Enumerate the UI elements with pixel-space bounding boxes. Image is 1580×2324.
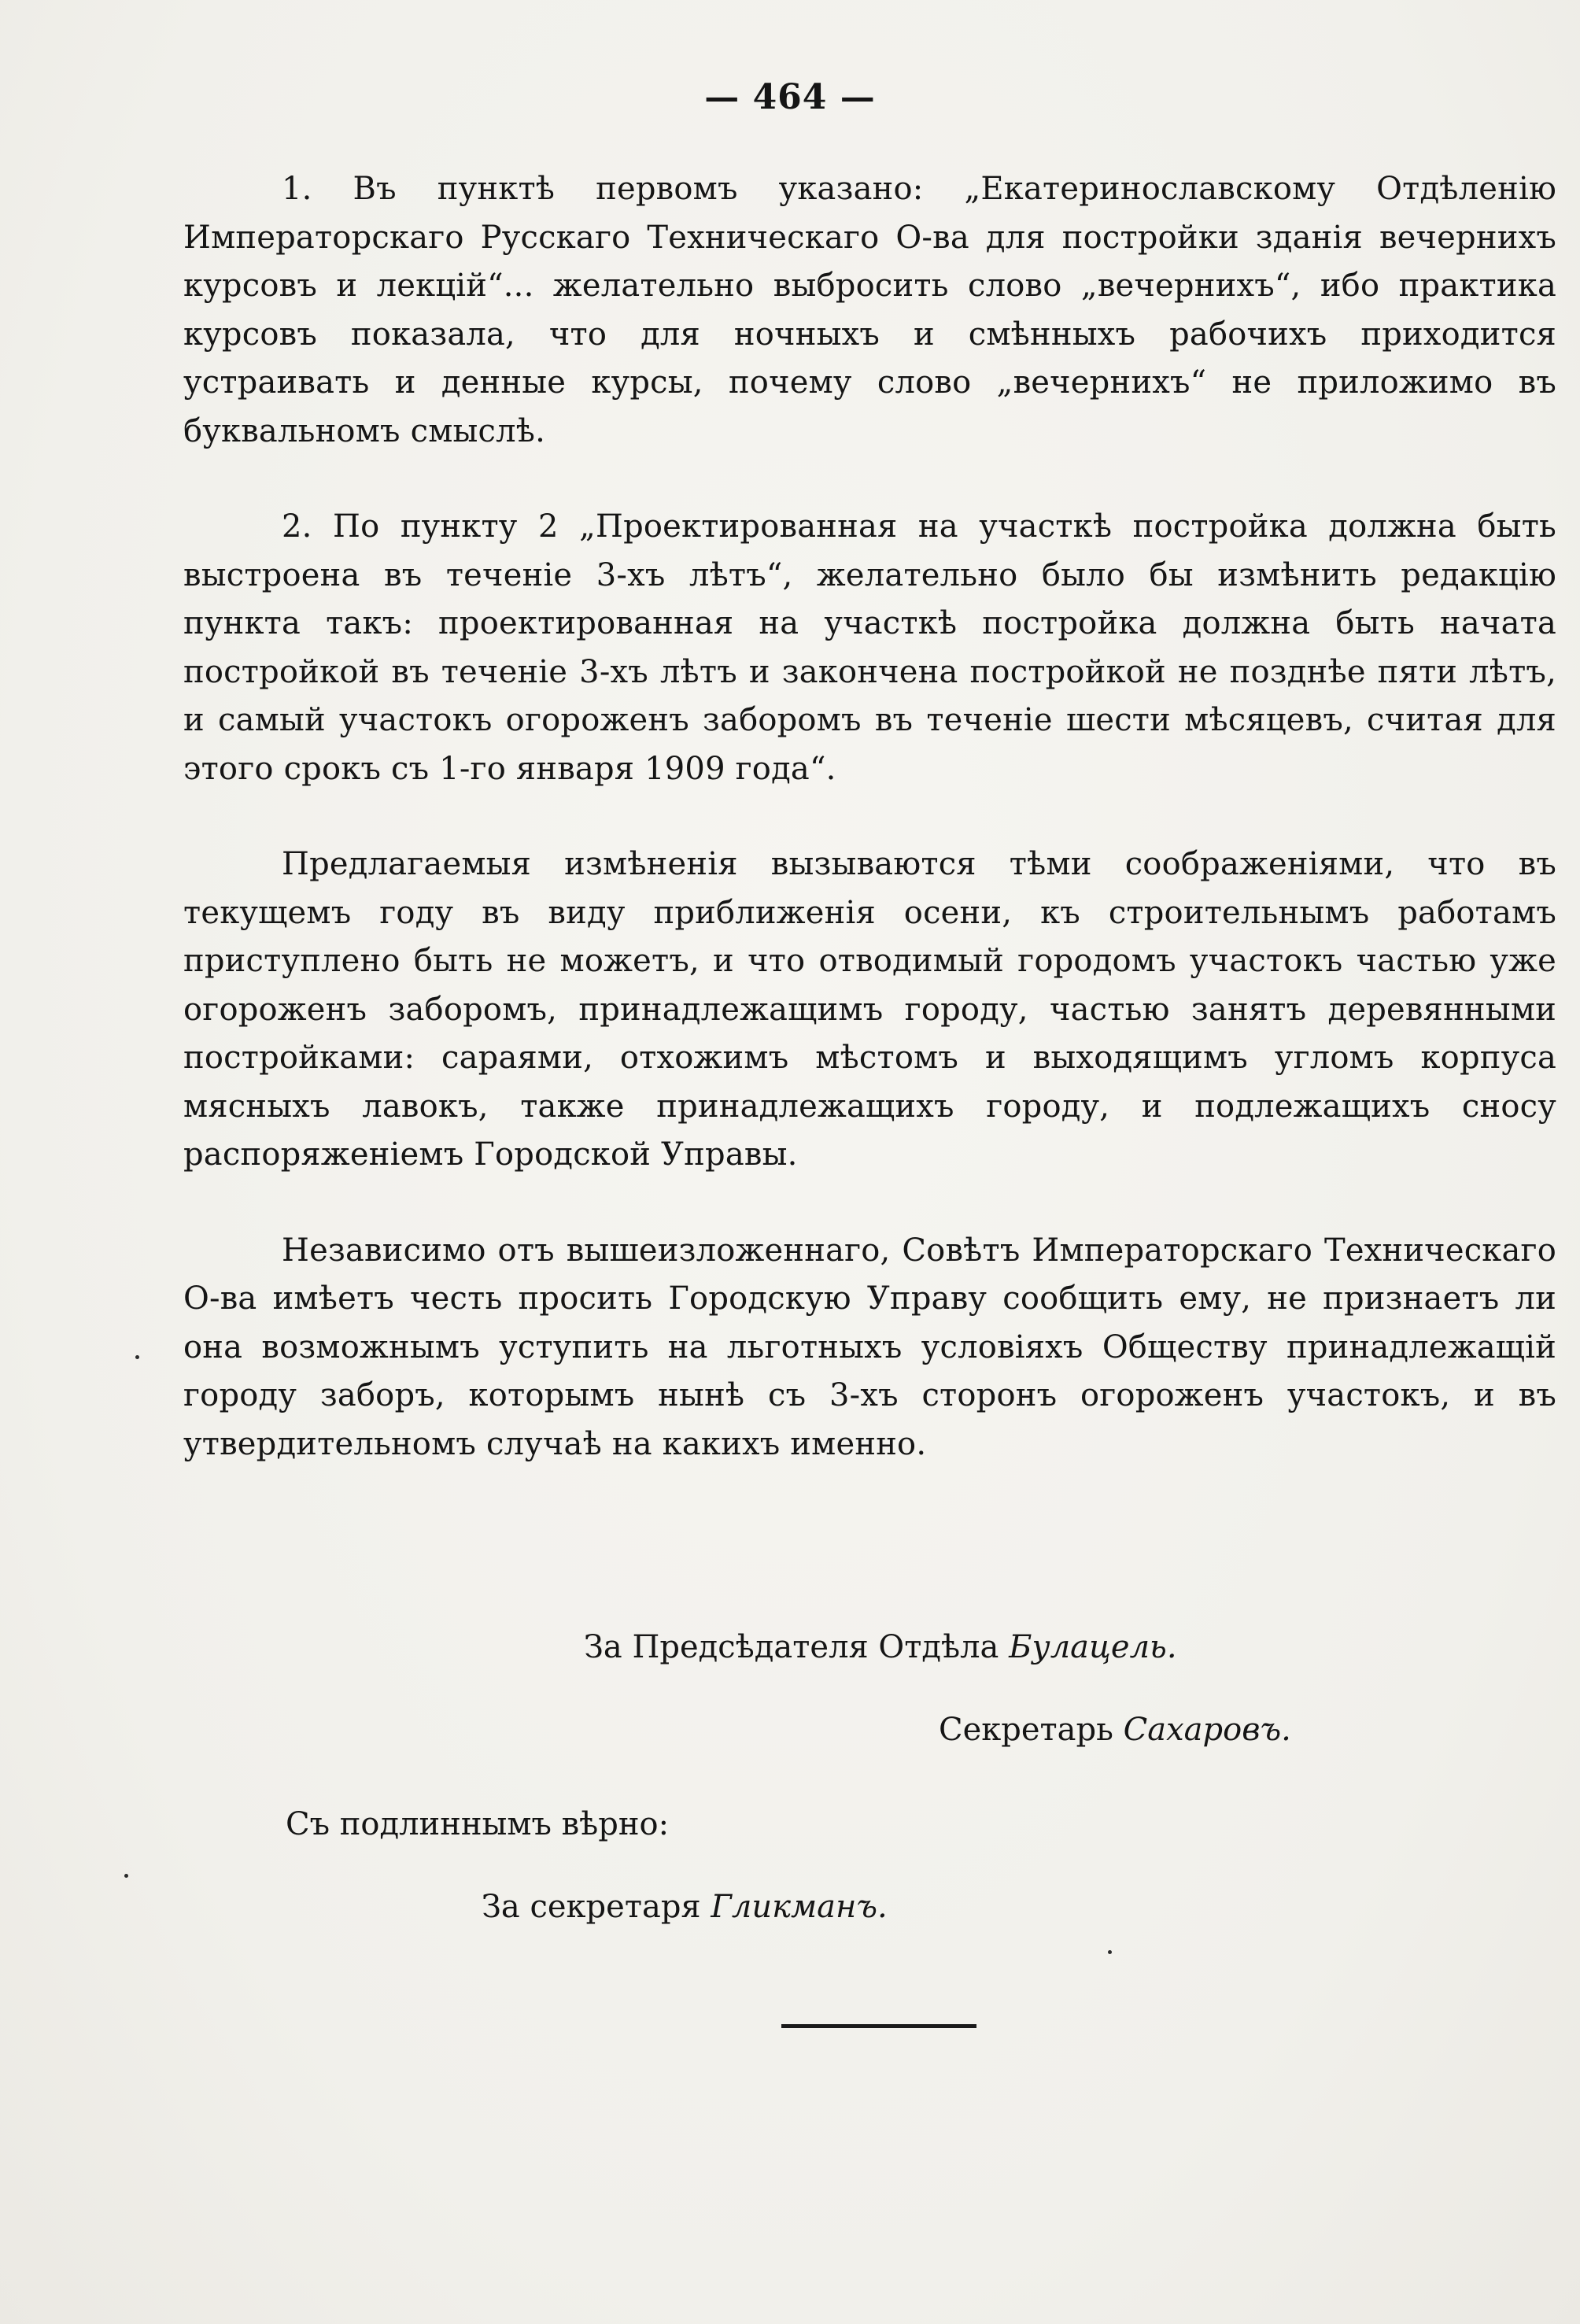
paragraph-3: Предлагаемыя измѣненія вызываются тѣми соображеніями, что въ текущемъ году въ виду приближенія осени, къ строительнымъ работамъ приступлено быть не можетъ, и что отводимый городомъ участокъ частью уже огороженъ заборомъ, принадлежащимъ городу, частью занятъ деревянными постройками: сараями, отхожимъ мѣстомъ и выходящимъ угломъ корпуса мясныхъ лавокъ, также принадлежащихъ городу, и подлежащихъ сносу распоряженіемъ Городской Управы. — [183, 846, 1556, 1173]
scan-speck — [1108, 1950, 1112, 1954]
paragraph-1: 1. Въ пунктѣ первомъ указано: „Екатеринославскому Отдѣленію Императорскаго Русскаго Техническаго О-ва для постройки зданія вечернихъ курсовъ и лекцій“... желательно выбросить слово „вечернихъ“, ибо практика курсовъ показала, что для ночныхъ и смѣнныхъ рабочихъ приходится устраивать и денные курсы, почему слово „вечернихъ“ не приложимо въ буквальномъ смыслѣ. — [183, 171, 1556, 449]
page-number: — 464 — — [704, 77, 876, 117]
scan-speck — [124, 1874, 128, 1878]
chairman-signature — [584, 1624, 1177, 1671]
deputy-secretary-signature — [482, 1883, 888, 1931]
chairman-role: За Предсѣдателя Отдѣла — [584, 1629, 999, 1665]
certified-note: Съ подлиннымъ вѣрно: — [286, 1806, 670, 1842]
chairman-name: Булацель. — [1009, 1629, 1177, 1665]
secretary-role: Секретарь — [939, 1712, 1113, 1748]
scan-speck — [135, 1355, 139, 1359]
document-body — [183, 165, 1556, 1469]
secretary-signature — [939, 1706, 1291, 1753]
paragraph-2: 2. По пункту 2 „Проектированная на участкѣ постройка должна быть выстроена въ теченіе 3-хъ лѣтъ“, желательно было бы измѣнить редакцію пункта такъ: проектированная на участкѣ постройка должна быть начата постройкой въ теченіе 3-хъ лѣтъ и закончена постройкой не позднѣе пяти лѣтъ, и самый участокъ огороженъ заборомъ въ теченіе шести мѣсяцевъ, считая для этого срокъ съ 1-го января 1909 года“. — [183, 508, 1556, 787]
deputy-secretary-name: Гликманъ. — [711, 1889, 888, 1925]
deputy-secretary-role: За секретаря — [482, 1889, 701, 1925]
paragraph-4: Независимо отъ вышеизложеннаго, Совѣтъ Императорскаго Техническаго О-ва имѣетъ честь просить Городскую Управу сообщить ему, не признаетъ ли она возможнымъ уступить на льготныхъ условіяхъ Обществу принадлежащій городу заборъ, которымъ нынѣ съ 3-хъ сторонъ огороженъ участокъ, и въ утвердительномъ случаѣ на какихъ именно. — [183, 1232, 1556, 1462]
closing-rule — [781, 2024, 976, 2028]
secretary-name: Сахаровъ. — [1123, 1712, 1291, 1748]
